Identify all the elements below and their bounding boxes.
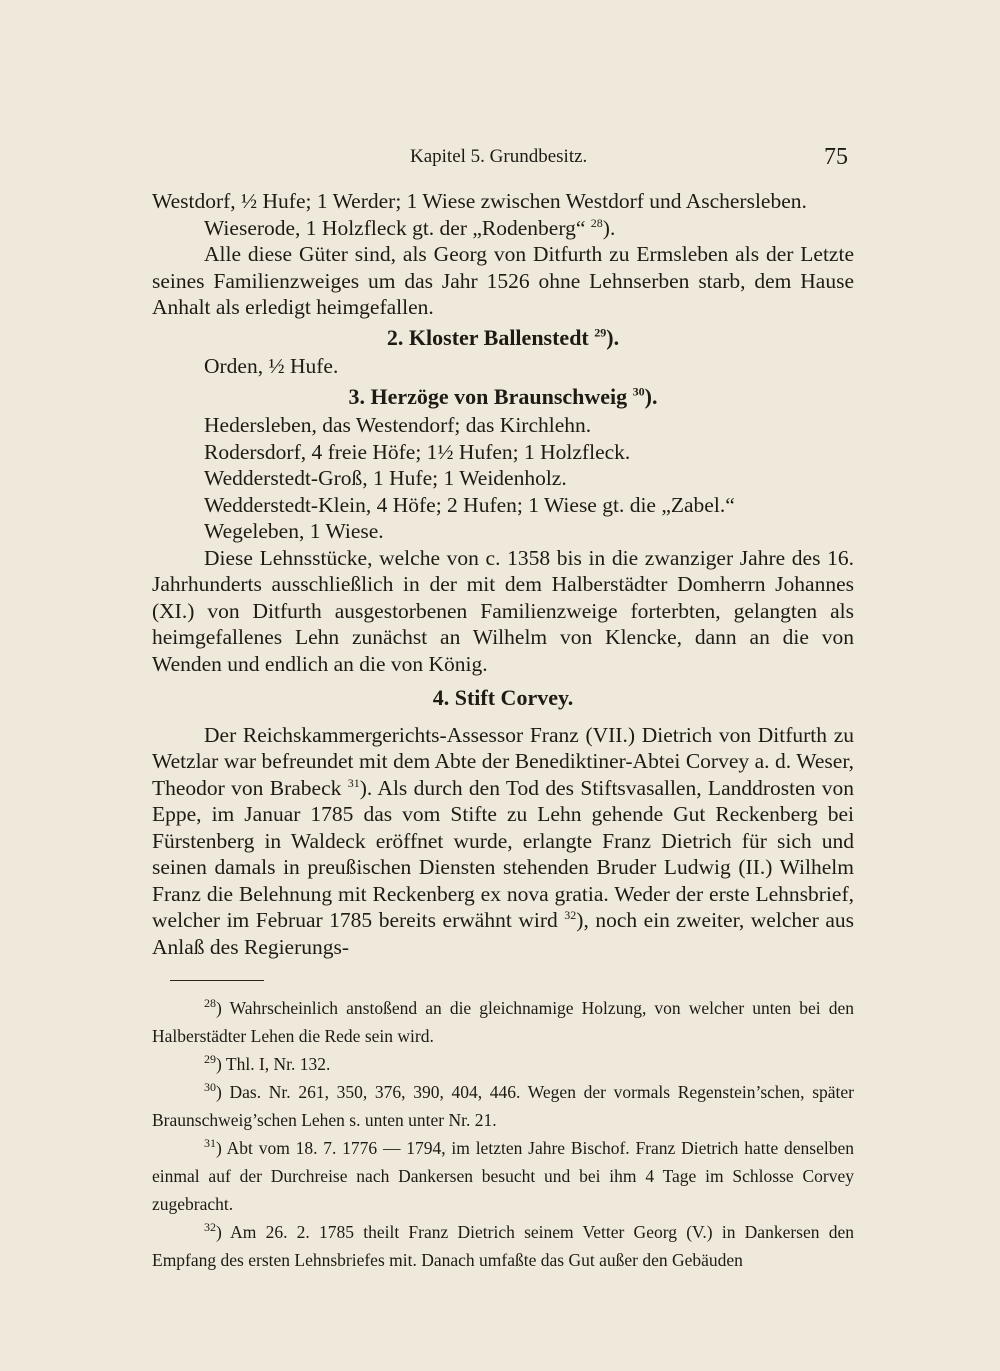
footnote [152,1134,854,1218]
running-head: Kapitel 5. Grundbesitz. [410,146,588,167]
heading-text: 2. Kloster Ballenstedt [386,324,589,350]
list-item: Wedderstedt-Groß, 1 Hufe; 1 Weidenholz. [204,466,567,490]
paragraph: Orden, ½ Hufe. [204,354,339,378]
heading-text: ). [606,324,620,350]
paragraph-text: ). [602,215,616,240]
paragraph-text: ), noch ein zweiter, welcher aus Anlaß des Regierungs- [152,908,854,959]
list-item: Wegeleben, 1 Wiese. [204,519,384,543]
section-heading [152,384,854,411]
paragraph [152,722,854,961]
footnote-ref: 30 [632,384,645,399]
section-heading: 4. Stift Corvey. [432,685,574,710]
footnote-ref: 32 [564,907,577,922]
footnote [152,994,854,1050]
footnote-ref: 31 [347,775,360,790]
footnote-number: 30 [204,1080,216,1095]
heading-text: 3. Herzöge von Braunschweig [348,383,628,409]
paragraph: Alle diese Güter sind, als Georg von Ditfurth zu Ermsleben als der Letzte seines Familienzweiges um das Jahr 1526 ohne Lehnserben starb, dem Hause Anhalt als erledigt heimgefallen. [152,242,854,319]
footnote-number: 28 [204,996,216,1011]
paragraph-text: Der Reichskammergerichts-Assessor Franz (VII.) Dietrich von Ditfurth zu Wetzlar war befreundet mit dem Abte der Benediktiner-Abtei Corvey a. d. Weser, Theodor von Brabeck [152,722,854,800]
paragraph [152,215,854,242]
paragraph: Westdorf, ½ Hufe; 1 Werder; 1 Wiese zwischen Westdorf und Aschersleben. [152,189,807,213]
footnote-number: 32 [204,1220,216,1235]
footnotes [152,994,854,1274]
footnote [152,1218,854,1274]
footnote-ref: 28 [590,215,603,230]
footnote-text: ) Wahrscheinlich anstoßend an die gleichnamige Holzung, von welcher unten bei den Halberstädter Lehen die Rede sein wird. [152,998,854,1046]
page-number: 75 [824,144,848,170]
list-item: Wedderstedt-Klein, 4 Höfe; 2 Hufen; 1 Wiese gt. die „Zabel.“ [204,492,735,517]
footnote-separator [170,980,264,981]
footnote-number: 31 [204,1136,216,1151]
footnote-text: ) Thl. I, Nr. 132. [216,1054,331,1074]
paragraph-text: ). Als durch den Tod des Stiftsvasallen, Landdrosten von Eppe, im Januar 1785 das vom Stifte zu Lehn gehende Gut Reckenberg bei Fürstenberg in Waldeck eröffnet wurde, erlangte Franz Dietrich für sich und seinen damals in preußischen Diensten stehenden Bruder Ludwig (II.) Wilhelm Franz die Belehnung mit Reckenberg ex nova gratia. Weder der erste Lehnsbrief, welcher im Februar 1785 bereits erwähnt wird [152,775,854,932]
footnote [152,1050,854,1078]
section-heading [152,325,854,352]
footnote-number: 29 [204,1052,216,1067]
footnote-text: ) Das. Nr. 261, 350, 376, 390, 404, 446. Wegen der vormals Regenstein’schen, später Braunschweig’schen Lehen s. unten unter Nr. 21. [152,1082,854,1130]
page-header [152,146,848,176]
footnote-text: ) Am 26. 2. 1785 theilt Franz Dietrich seinem Vetter Georg (V.) in Dankersen den Empfang des ersten Lehnsbriefes mit. Danach umfaßte das Gut außer den Gebäuden [152,1222,854,1270]
list-item: Hedersleben, das Westendorf; das Kirchlehn. [204,413,592,437]
footnote-text: ) Abt vom 18. 7. 1776 — 1794, im letzten Jahre Bischof. Franz Dietrich hatte denselben einmal auf der Durchreise nach Dankersen besucht und bei ihm 4 Tage im Schlosse Corvey zugebracht. [152,1138,854,1214]
paragraph-text: Wieserode, 1 Holzfleck gt. der „Rodenberg“ [204,215,586,240]
list-item: Rodersdorf, 4 freie Höfe; 1½ Hufen; 1 Holzfleck. [204,439,631,464]
paragraph: Diese Lehnsstücke, welche von c. 1358 bis in die zwanziger Jahre des 16. Jahrhunderts ausschließlich in der mit dem Halberstädter Domherrn Johannes (XI.) von Ditfurth ausgestorbenen Familienzweige forterbten, gelangten als heimgefallenes Lehn zunächst an Wilhelm von Klencke, dann an die von Wenden und endlich an die von König. [152,545,854,676]
main-text [152,188,854,960]
footnote-ref: 29 [594,325,607,340]
footnote [152,1078,854,1134]
heading-text: ). [644,383,658,409]
